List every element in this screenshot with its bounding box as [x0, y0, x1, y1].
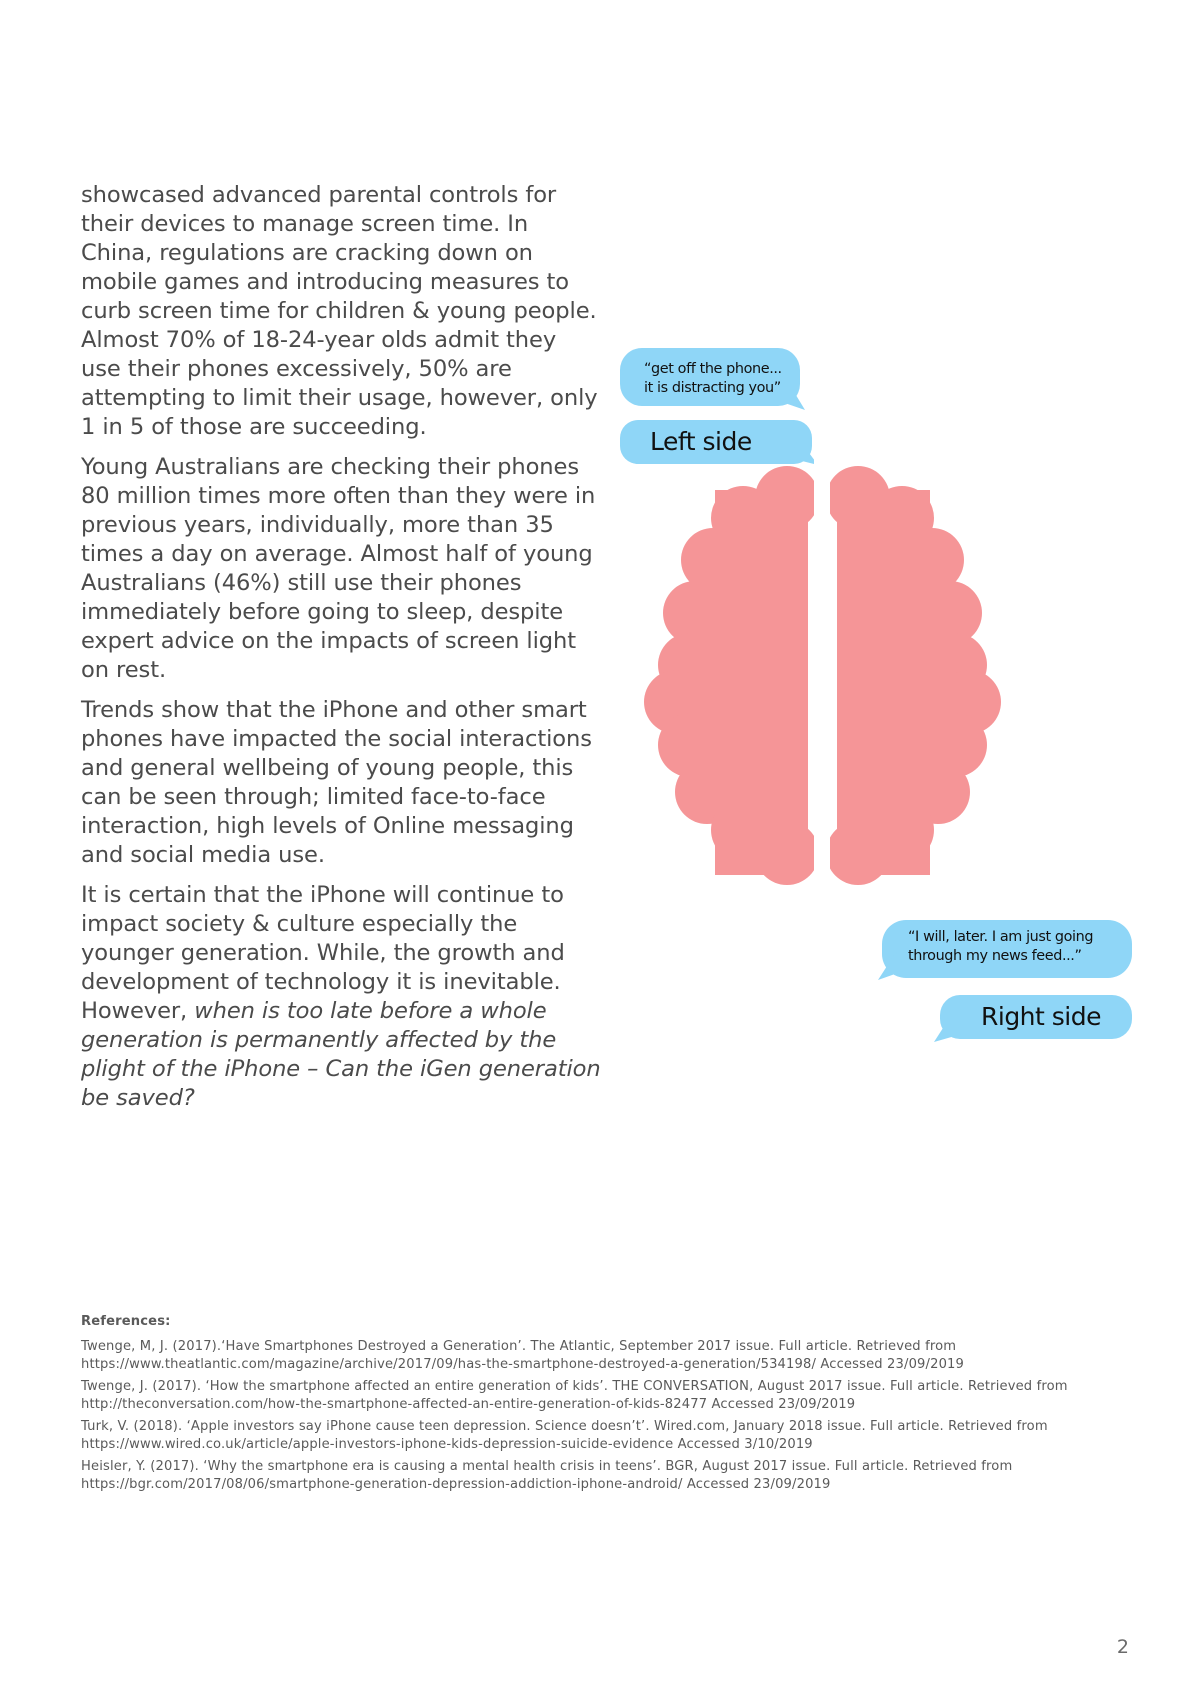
- page-number: 2: [1116, 1636, 1129, 1658]
- body-text-column: [81, 181, 601, 1124]
- brain-left-hemisphere: [644, 466, 819, 885]
- references-heading: References:: [81, 1314, 171, 1329]
- closing-question: when is too late before a whole generation is permanently affected by the plight of the iPhone – Can the iGen generation be saved?: [81, 998, 601, 1111]
- reference-item: Heisler, Y. (2017). ‘Why the smartphone era is causing a mental health crisis in teens’. BGR, August 2017 issue. Full article. Retrieved from https://bgr.com/2017/08/06/smartphone-generation-depression-addiction-iphone-android/ Accessed 23/09/2019: [81, 1458, 1013, 1492]
- references-section: [81, 1313, 1131, 1498]
- body-paragraph: Trends show that the iPhone and other smart phones have impacted the social interactions and general wellbeing of young people, this can be seen through; limited face-to-face interaction, high levels of Online messaging and social media use.: [81, 697, 592, 868]
- left-side-label: Left side: [650, 427, 752, 456]
- brain-right-hemisphere: [826, 466, 1001, 885]
- reference-item: Twenge, M, J. (2017).‘Have Smartphones Destroyed a Generation’. The Atlantic, September 2017 issue. Full article. Retrieved from https://www.theatlantic.com/magazine/archive/2017/09/has-the-smartphone-destroyed-a-generation/534198/ Accessed 23/09/2019: [81, 1338, 965, 1372]
- reference-item: Twenge, J. (2017). ‘How the smartphone affected an entire generation of kids’. THE CONVERSATION, August 2017 issue. Full article. Retrieved from http://theconversation.com/how-the-smartphone-affected-an-entire-generation-of-kids-82477 Accessed 23/09/2019: [81, 1378, 1068, 1412]
- left-quote-line-2: it is distracting you”: [644, 380, 781, 396]
- right-side-label: Right side: [981, 1002, 1101, 1031]
- brain-illustration: [600, 330, 1160, 1070]
- left-quote-line-1: “get off the phone...: [644, 361, 782, 377]
- reference-item: Turk, V. (2018). ‘Apple investors say iPhone cause teen depression. Science doesn’t’. Wired.com, January 2018 issue. Full article. Retrieved from https://www.wired.co.uk/article/apple-investors-iphone-kids-depression-suicide-evidence Accessed 3/10/2019: [81, 1418, 1048, 1452]
- closing-plain-text: It is certain that the iPhone will continue to impact society & culture especially the younger generation. While, the growth and development of technology it is inevitable. However,: [81, 882, 565, 1024]
- right-quote-line-2: through my news feed...”: [908, 948, 1082, 964]
- body-paragraph: showcased advanced parental controls for their devices to manage screen time. In China, regulations are cracking down on mobile games and introducing measures to curb screen time for children & young people. Almost 70% of 18-24-year olds admit they use their phones excessively, 50% are attempting to limit their usage, however, only 1 in 5 of those are succeeding.: [81, 182, 598, 440]
- right-quote-line-1: “I will, later. I am just going: [908, 929, 1094, 945]
- brain-center-divider: [814, 450, 830, 900]
- body-paragraph: Young Australians are checking their phones 80 million times more often than they were in previous years, individually, more than 35 times a day on average. Almost half of young Australians (46%) still use their phones immediately before going to sleep, despite expert advice on the impacts of screen light on rest.: [81, 454, 596, 683]
- body-paragraph-closing: [81, 881, 601, 1113]
